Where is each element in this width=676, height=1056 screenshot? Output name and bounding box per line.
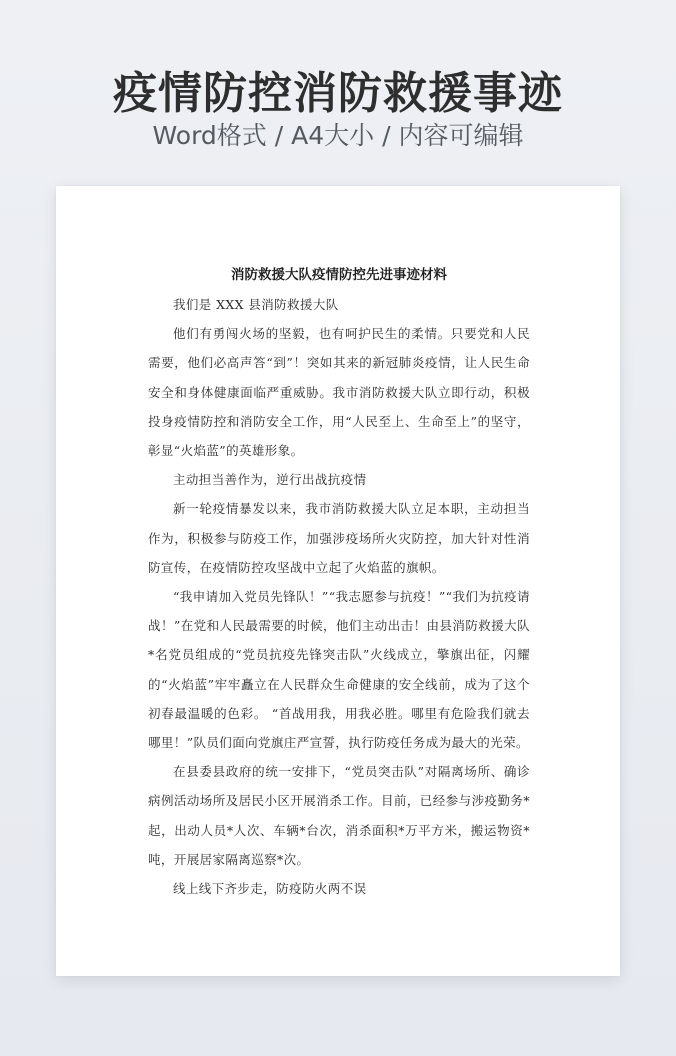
document-title: 消防救援大队疫情防控先进事迹材料	[231, 267, 447, 283]
paragraph: 在县委县政府的统一安排下，“党员突击队”对隔离场所、确诊病例活动场所及居民小区开展消杀工作。目前，已经参与涉疫勤务*起，出动人员*人次、车辆*台次，消杀面积*万平方米，搬运物资*吨，开展居家隔离巡察*次。	[148, 764, 530, 867]
paragraph: 他们有勇闯火场的坚毅，也有呵护民生的柔情。只要党和人民需要，他们必高声答“到”！突如其来的新冠肺炎疫情，让人民生命安全和身体健康面临严重威胁。我市消防救援大队立即行动，积极投身疫情防控和消防安全工作，用“人民至上、生命至上”的坚守，彰显“火焰蓝”的英雄形象。	[148, 326, 530, 459]
page-subtitle: Word格式 / A4大小 / 内容可编辑	[152, 121, 524, 150]
page-title: 疫情防控消防救援事迹	[113, 68, 563, 119]
document-page	[56, 186, 620, 976]
paragraph-intro: 我们是 XXX 县消防救援大队	[173, 297, 339, 312]
section-heading: 线上线下齐步走，防疫防火两不误	[173, 881, 367, 897]
document-body	[148, 260, 530, 903]
section-heading: 主动担当善作为，逆行出战抗疫情	[173, 472, 367, 488]
paragraph: 新一轮疫情暴发以来，我市消防救援大队立足本职，主动担当作为，积极参与防疫工作，加强涉疫场所火灾防控，加大针对性消防宣传，在疫情防控攻坚战中立起了火焰蓝的旗帜。	[148, 501, 530, 575]
paragraph: “我申请加入党员先锋队！”“我志愿参与抗疫！”“我们为抗疫请战！”在党和人民最需要的时候，他们主动出击！由县消防救援大队*名党员组成的“党员抗疫先锋突击队”火线成立，擎旗出征，闪耀的“火焰蓝”牢牢矗立在人民群众生命健康的安全线前，成为了这个初春最温暖的色彩。 “首战用我，用我必胜。哪里有危险我们就去哪里！”队员们面向党旗庄严宣誓，执行防疫任务成为最大的光荣。	[148, 589, 530, 751]
